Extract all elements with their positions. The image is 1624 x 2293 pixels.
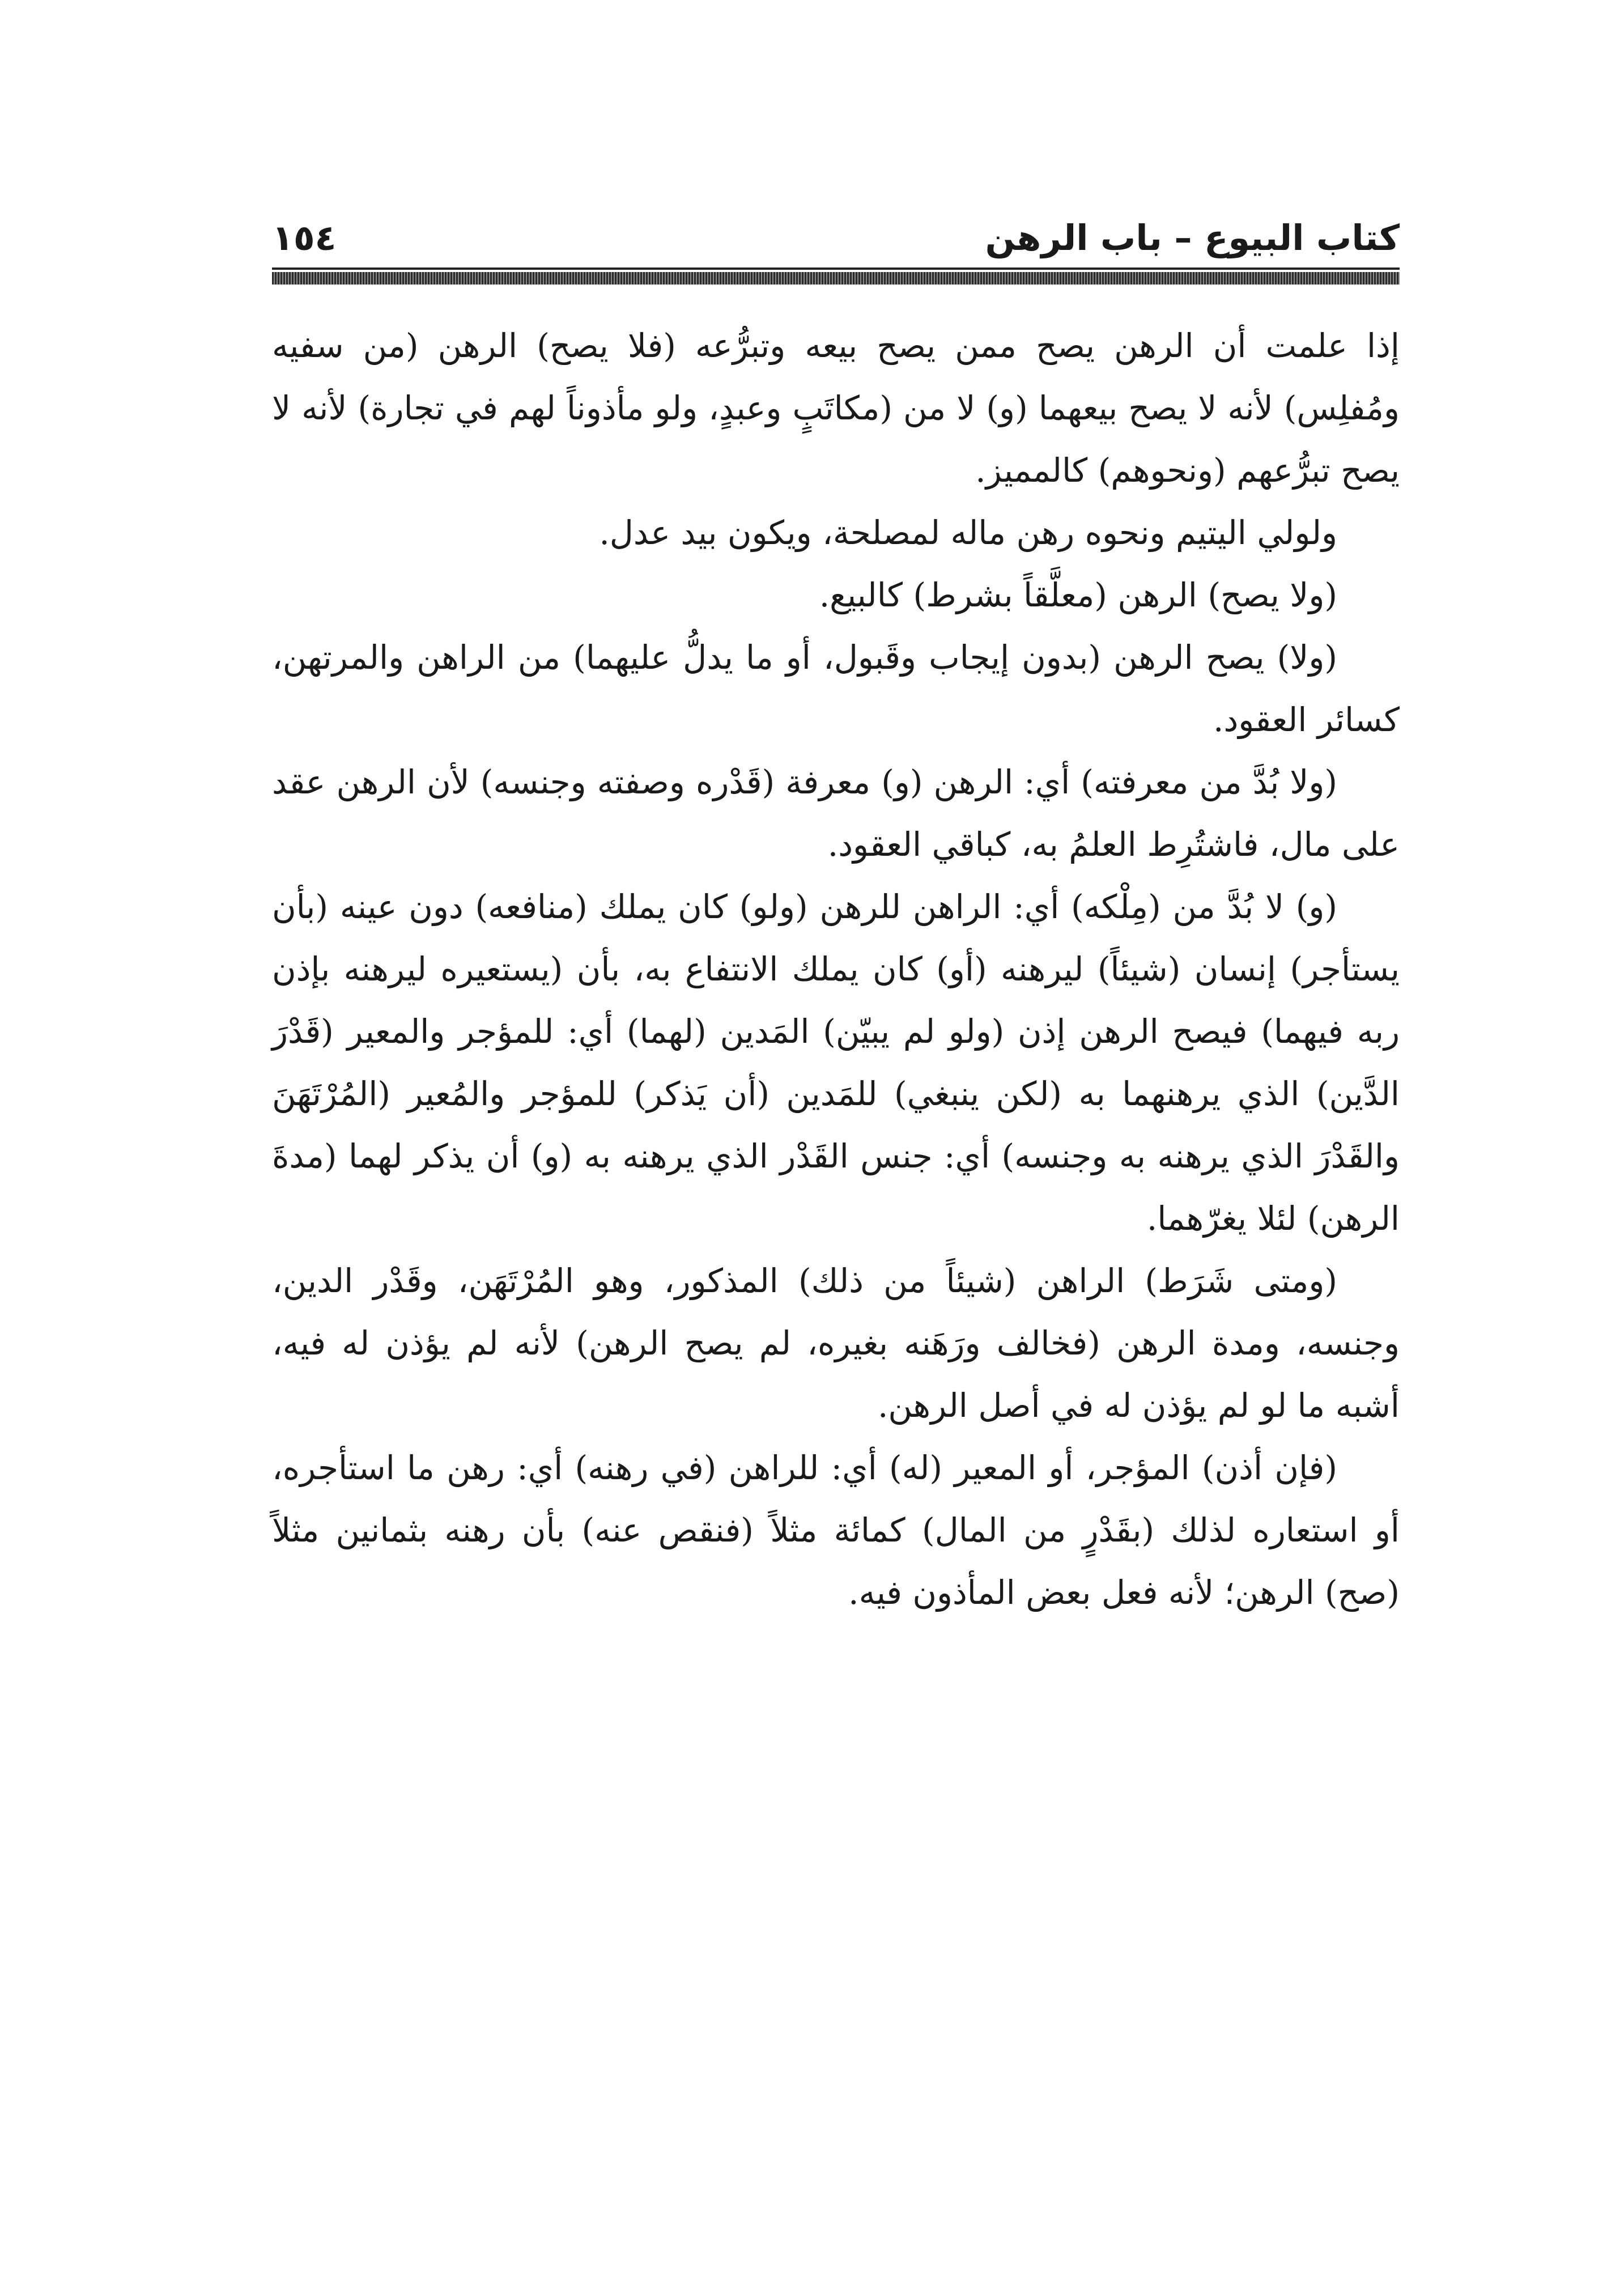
header-rule-band — [272, 272, 1400, 284]
header-rule-line — [272, 267, 1400, 270]
paragraph-7: (ومتى شَرَط) الراهن (شيئاً من ذلك) المذكور، وهو المُرْتَهَن، وقَدْر الدين، وجنسه، ومدة الرهن (فخالف ورَهَنه بغيره، لم يصح الرهن) لأنه لم يؤذن له فيه، أشبه ما لو لم يؤذن له في أصل الرهن. — [272, 1262, 1400, 1425]
paragraph-6: (و) لا بُدَّ من (مِلْكه) أي: الراهن للرهن (ولو) كان يملك (منافعه) دون عينه (بأن يستأجر) إنسان (شيئاً) ليرهنه (أو) كان يملك الانتفاع به، بأن (يستعيره ليرهنه بإذن ربه فيهما) فيصح الرهن إذن (ولو لم يبيّن) المَدين (لهما) أي: للمؤجر والمعير (قَدْرَ الدَّين) الذي يرهنهما به (لكن ينبغي) للمَدين (أن يَذكر) للمؤجر والمُعير (المُرْتَهَنَ والقَدْرَ الذي يرهنه به وجنسه) أي: جنس القَدْر الذي يرهنه به (و) أن يذكر لهما (مدةَ الرهن) لئلا يغرّهما. — [272, 888, 1400, 1238]
page-number: ١٥٤ — [272, 217, 337, 258]
paragraph-3: (ولا يصح) الرهن (معلَّقاً بشرط) كالبيع. — [819, 576, 1337, 614]
paragraph-5: (ولا بُدَّ من معرفته) أي: الرهن (و) معرفة (قَدْره وصفته وجنسه) لأن الرهن عقد على مال، فاشتُرِط العلمُ به، كباقي العقود. — [272, 763, 1400, 864]
paragraph-8: (فإن أذن) المؤجر، أو المعير (له) أي: للراهن (في رهنه) أي: رهن ما استأجره، أو استعاره لذلك (بقَدْرٍ من المال) كمائة مثلاً (فنقص عنه) بأن رهنه بثمانين مثلاً (صح) الرهن؛ لأنه فعل بعض المأذون فيه. — [272, 1449, 1400, 1612]
page-header — [272, 215, 1400, 261]
paragraph-1: إذا علمت أن الرهن يصح ممن يصح بيعه وتبرُّعه (فلا يصح) الرهن (من سفيه ومُفلِس) لأنه لا يصح بيعهما (و) لا من (مكاتَبٍ وعبدٍ، ولو مأذوناً لهم في تجارة) لأنه لا يصح تبرُّعهم (ونحوهم) كالمميز. — [272, 326, 1400, 490]
paragraph-2: ولولي اليتيم ونحوه رهن ماله لمصلحة، ويكون بيد عدل. — [599, 513, 1337, 552]
running-header-title: كتاب البيوع – باب الرهن — [985, 217, 1400, 258]
paragraph-4: (ولا) يصح الرهن (بدون إيجاب وقَبول، أو ما يدلُّ عليهما) من الراهن والمرتهن، كسائر العقود. — [272, 638, 1400, 739]
main-text — [272, 315, 1400, 1624]
